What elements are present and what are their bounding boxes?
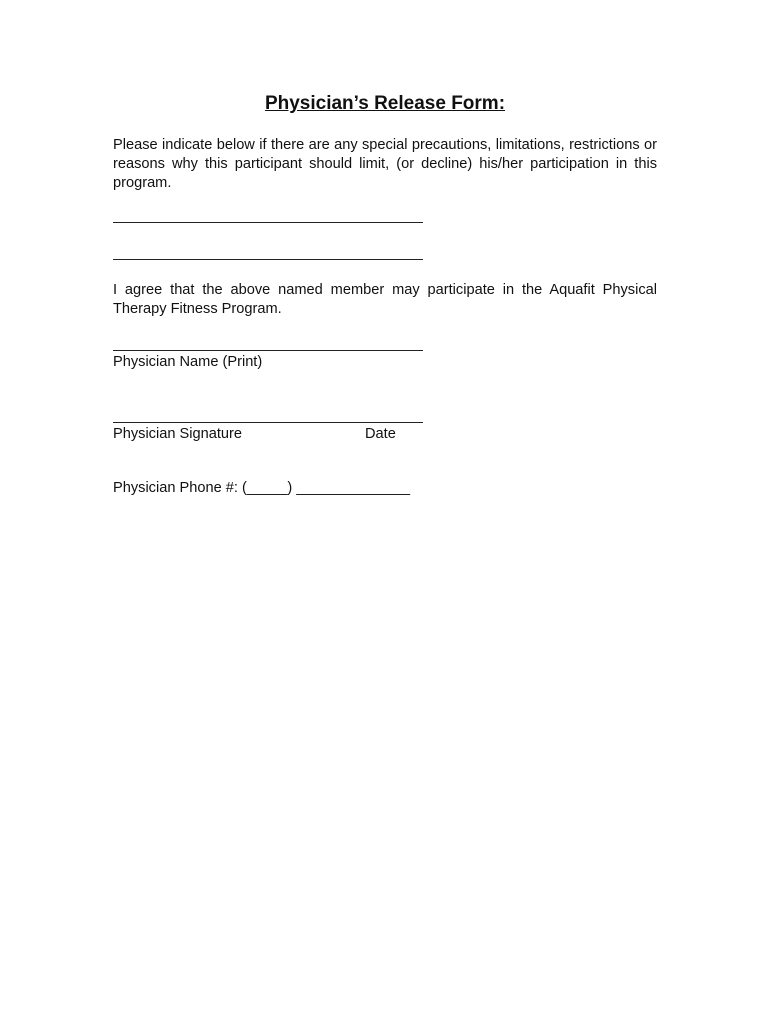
- physician-signature-label: Physician Signature: [113, 426, 242, 442]
- physician-name-line[interactable]: [113, 350, 423, 351]
- physician-signature-line[interactable]: [113, 422, 423, 423]
- instructions-paragraph: Please indicate below if there are any special precautions, limitations, restrictions or reasons why this participant should limit, (or decline) his/her participation in this program.: [113, 137, 657, 191]
- page-title: Physician’s Release Form:: [264, 93, 506, 114]
- physician-name-label: Physician Name (Print): [113, 354, 263, 370]
- precautions-line-1[interactable]: [113, 222, 423, 223]
- agreement-paragraph: I agree that the above named member may participate in the Aquafit Physical Therapy Fitness Program.: [113, 282, 657, 317]
- date-label: Date: [365, 426, 396, 442]
- precautions-line-2[interactable]: [113, 259, 423, 260]
- physician-phone-field[interactable]: Physician Phone #: (_____) ______________: [113, 480, 410, 496]
